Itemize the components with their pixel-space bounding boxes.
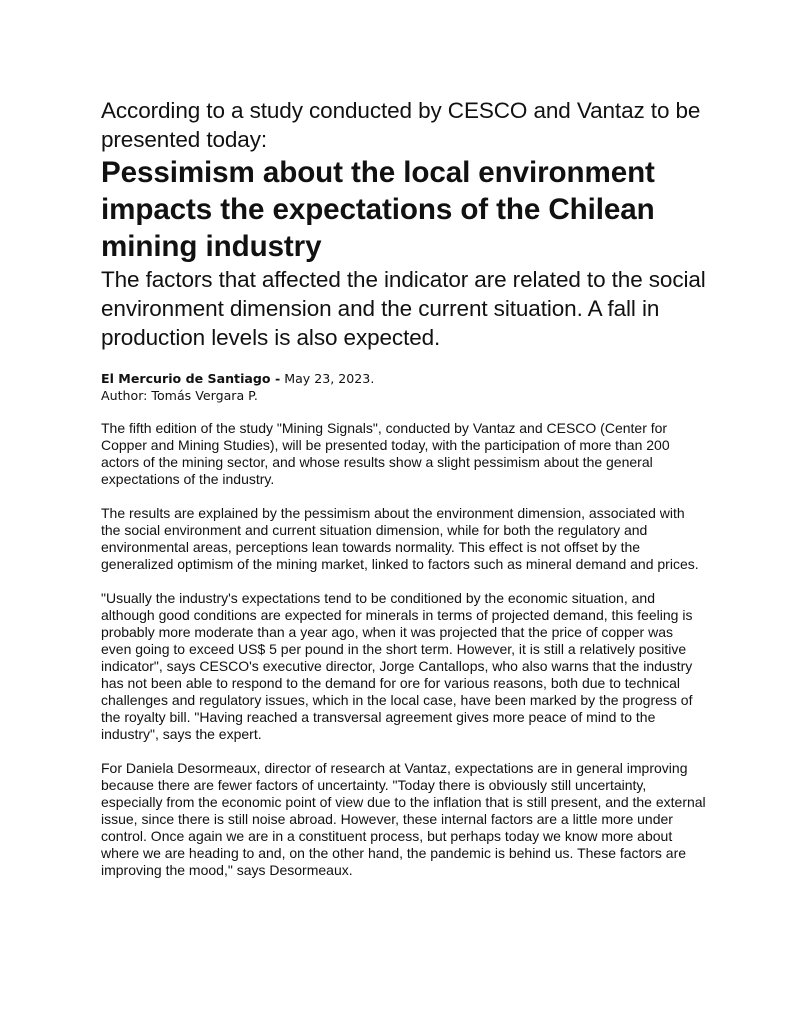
article	[101, 96, 706, 896]
paragraph-4: For Daniela Desormeaux, director of research at Vantaz, expectations are in general improving because there are fewer factors of uncertainty. "Today there is obviously still uncertainty, especially from the economic point of view due to the inflation that is still present, and the external issue, since there is still noise abroad. However, these internal factors are a little more under control. Once again we are in a constituent process, but perhaps today we know more about where we are heading to and, on the other hand, the pandemic is behind us. These factors are improving the mood," says Desormeaux.	[101, 760, 706, 878]
article-deck: The factors that affected the indicator are related to the social environment dimension and the current situation. A fall in production levels is also expected.	[101, 267, 706, 350]
author: Author: Tomás Vergara P.	[101, 388, 258, 403]
paragraph-1: The fifth edition of the study "Mining Signals", conducted by Vantaz and CESCO (Center for Copper and Mining Studies), will be presented today, with the participation of more than 200 actors of the mining sector, and whose results show a slight pessimism about the general expectations of the industry.	[101, 420, 670, 487]
source-line	[101, 370, 706, 387]
byline	[101, 370, 706, 404]
publication-source: El Mercurio de Santiago -	[101, 371, 281, 386]
paragraph-3: "Usually the industry's expectations tend to be conditioned by the economic situation, and although good conditions are expected for minerals in terms of projected demand, this feeling is probably more moderate than a year ago, when it was projected that the price of copper was even going to exceed US$ 5 per pound in the short term. However, it is still a relatively positive indicator", says CESCO's executive director, Jorge Cantallops, who also warns that the industry has not been able to respond to the demand for ore for various reasons, both due to technical challenges and regulatory issues, which in the local case, have been marked by the progress of the royalty bill. "Having reached a transversal agreement gives more peace of mind to the industry", says the expert.	[101, 590, 693, 742]
article-kicker: According to a study conducted by CESCO and Vantaz to be presented today:	[101, 98, 701, 152]
publication-date: May 23, 2023.	[284, 371, 375, 386]
article-headline: Pessimism about the local environment impacts the expectations of the Chilean mining industry	[101, 156, 655, 263]
article-body	[101, 420, 706, 879]
paragraph-2: The results are explained by the pessimism about the environment dimension, associated with the social environment and current situation dimension, while for both the regulatory and environmental areas, perceptions lean towards normality. This effect is not offset by the generalized optimism of the mining market, linked to factors such as mineral demand and prices.	[101, 505, 699, 572]
